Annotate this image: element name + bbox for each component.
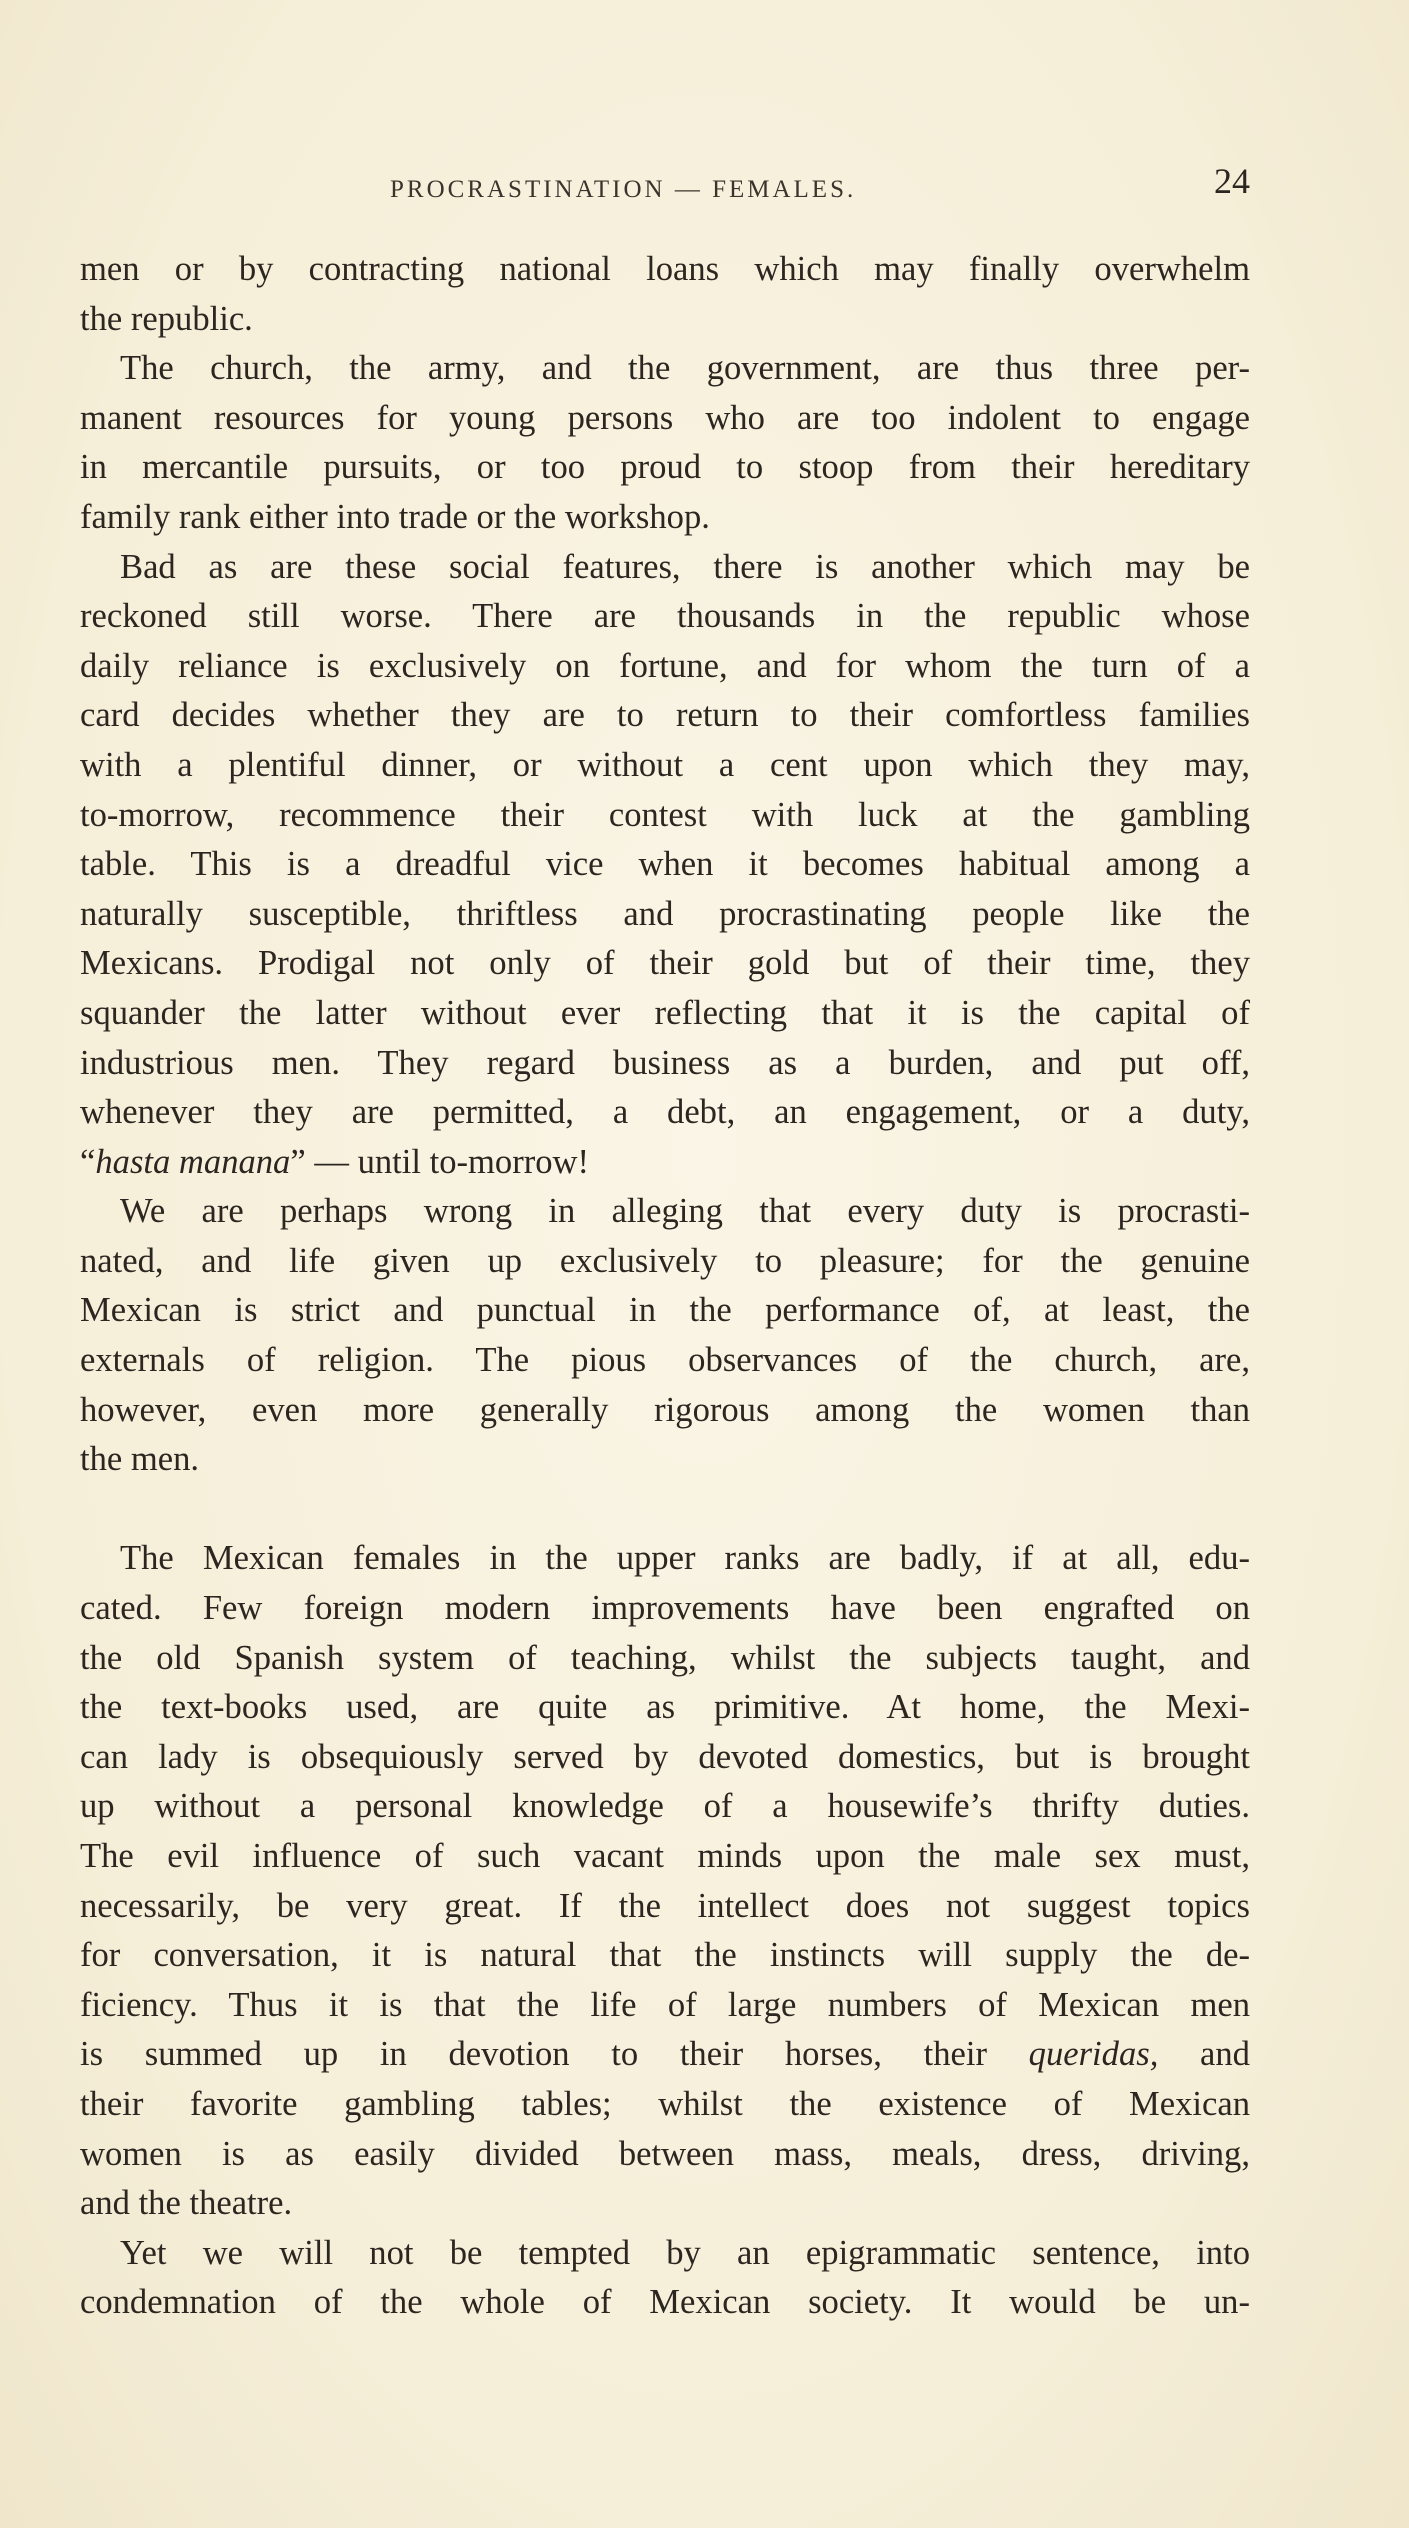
text-line: reckoned still worse. There are thousands in the republic whose xyxy=(80,597,1250,636)
text-line: to-morrow, recommence their contest with luck at the gambling xyxy=(80,795,1250,834)
text-line: condemnation of the whole of Mexican society. It would be un- xyxy=(80,2283,1250,2322)
italic-phrase: hasta manana xyxy=(95,1142,291,1181)
text-line: men or by contracting national loans which may finally overwhelm xyxy=(80,250,1250,288)
text-line: table. This is a dreadful vice when it becomes habitual among a xyxy=(80,845,1250,884)
page-number: 24 xyxy=(1214,161,1250,201)
text-line: however, even more generally rigorous among the women than xyxy=(80,1390,1250,1429)
text-line: their favorite gambling tables; whilst the existence of Mexican xyxy=(80,2084,1250,2123)
text-line: Yet we will not be tempted by an epigrammatic sentence, into xyxy=(120,2233,1250,2272)
text-line xyxy=(80,2030,1250,2080)
running-head: PROCRASTINATION — FEMALES. xyxy=(390,176,857,203)
paragraph xyxy=(80,245,1250,344)
text-line: squander the latter without ever reflecting that it is the capital of xyxy=(80,993,1250,1032)
text-line: the text-books used, are quite as primitive. At home, the Mexi- xyxy=(80,1688,1250,1727)
text-line: and the theatre. xyxy=(80,2184,293,2223)
line-after: and xyxy=(1200,2035,1250,2074)
italic-word: queridas, xyxy=(1028,2035,1159,2074)
text-line: manent resources for young persons who are too indolent to engage xyxy=(80,398,1250,437)
paragraph xyxy=(80,543,1250,1188)
text-line: daily reliance is exclusively on fortune, and for whom the turn of a xyxy=(80,646,1250,685)
text-line: the republic. xyxy=(80,299,253,338)
text-line: naturally susceptible, thriftless and procrastinating people like the xyxy=(80,894,1250,933)
text-line: card decides whether they are to return to their comfortless families xyxy=(80,696,1250,735)
open-quote: “ xyxy=(80,1142,96,1181)
text-line: Mexicans. Prodigal not only of their gold but of their time, they xyxy=(80,944,1250,983)
text-line: nated, and life given up exclusively to pleasure; for the genuine xyxy=(80,1241,1250,1280)
text-line: the old Spanish system of teaching, whilst the subjects taught, and xyxy=(80,1638,1250,1677)
text-line: for conversation, it is natural that the instincts will supply the de- xyxy=(80,1936,1250,1975)
text-line xyxy=(80,1138,1250,1188)
text-line: The church, the army, and the government, are thus three per- xyxy=(120,349,1250,388)
text-line: Bad as are these social features, there is another which may be xyxy=(120,547,1250,586)
text-line: in mercantile pursuits, or too proud to stoop from their hereditary xyxy=(80,448,1250,487)
text-line: the men. xyxy=(80,1440,200,1479)
text-line: whenever they are permitted, a debt, an engagement, or a duty, xyxy=(80,1093,1250,1132)
body-text xyxy=(80,245,1250,2328)
paragraph xyxy=(80,1187,1250,1485)
paragraph xyxy=(80,1534,1250,2228)
text-line: cated. Few foreign modern improvements have been engrafted on xyxy=(80,1589,1250,1628)
text-line: up without a personal knowledge of a housewife’s thrifty duties. xyxy=(80,1787,1250,1826)
text-line: The evil influence of such vacant minds upon the male sex must, xyxy=(80,1837,1250,1875)
text-line: industrious men. They regard business as a burden, and put off, xyxy=(80,1043,1250,1082)
paragraph xyxy=(80,344,1250,542)
line-before: is summed up in devotion to their horses, their xyxy=(80,2035,987,2074)
text-line: with a plentiful dinner, or without a cent upon which they may, xyxy=(80,745,1250,784)
line-rest: ” — until to-morrow! xyxy=(290,1142,590,1181)
section-gap xyxy=(80,1485,1250,1535)
text-line: family rank either into trade or the workshop. xyxy=(80,497,710,536)
text-line: necessarily, be very great. If the intellect does not suggest topics xyxy=(80,1886,1250,1925)
page-header xyxy=(80,160,1250,220)
text-line: We are perhaps wrong in alleging that every duty is procrasti- xyxy=(120,1192,1250,1231)
text-line: externals of religion. The pious observances of the church, are, xyxy=(80,1341,1250,1380)
text-line: women is as easily divided between mass, meals, dress, driving, xyxy=(80,2134,1250,2173)
paragraph xyxy=(80,2229,1250,2328)
text-line: Mexican is strict and punctual in the performance of, at least, the xyxy=(80,1291,1250,1330)
text-line: ficiency. Thus it is that the life of large numbers of Mexican men xyxy=(80,1985,1250,2024)
text-line: The Mexican females in the upper ranks are badly, if at all, edu- xyxy=(120,1539,1250,1578)
text-line: can lady is obsequiously served by devoted domestics, but is brought xyxy=(80,1737,1250,1776)
